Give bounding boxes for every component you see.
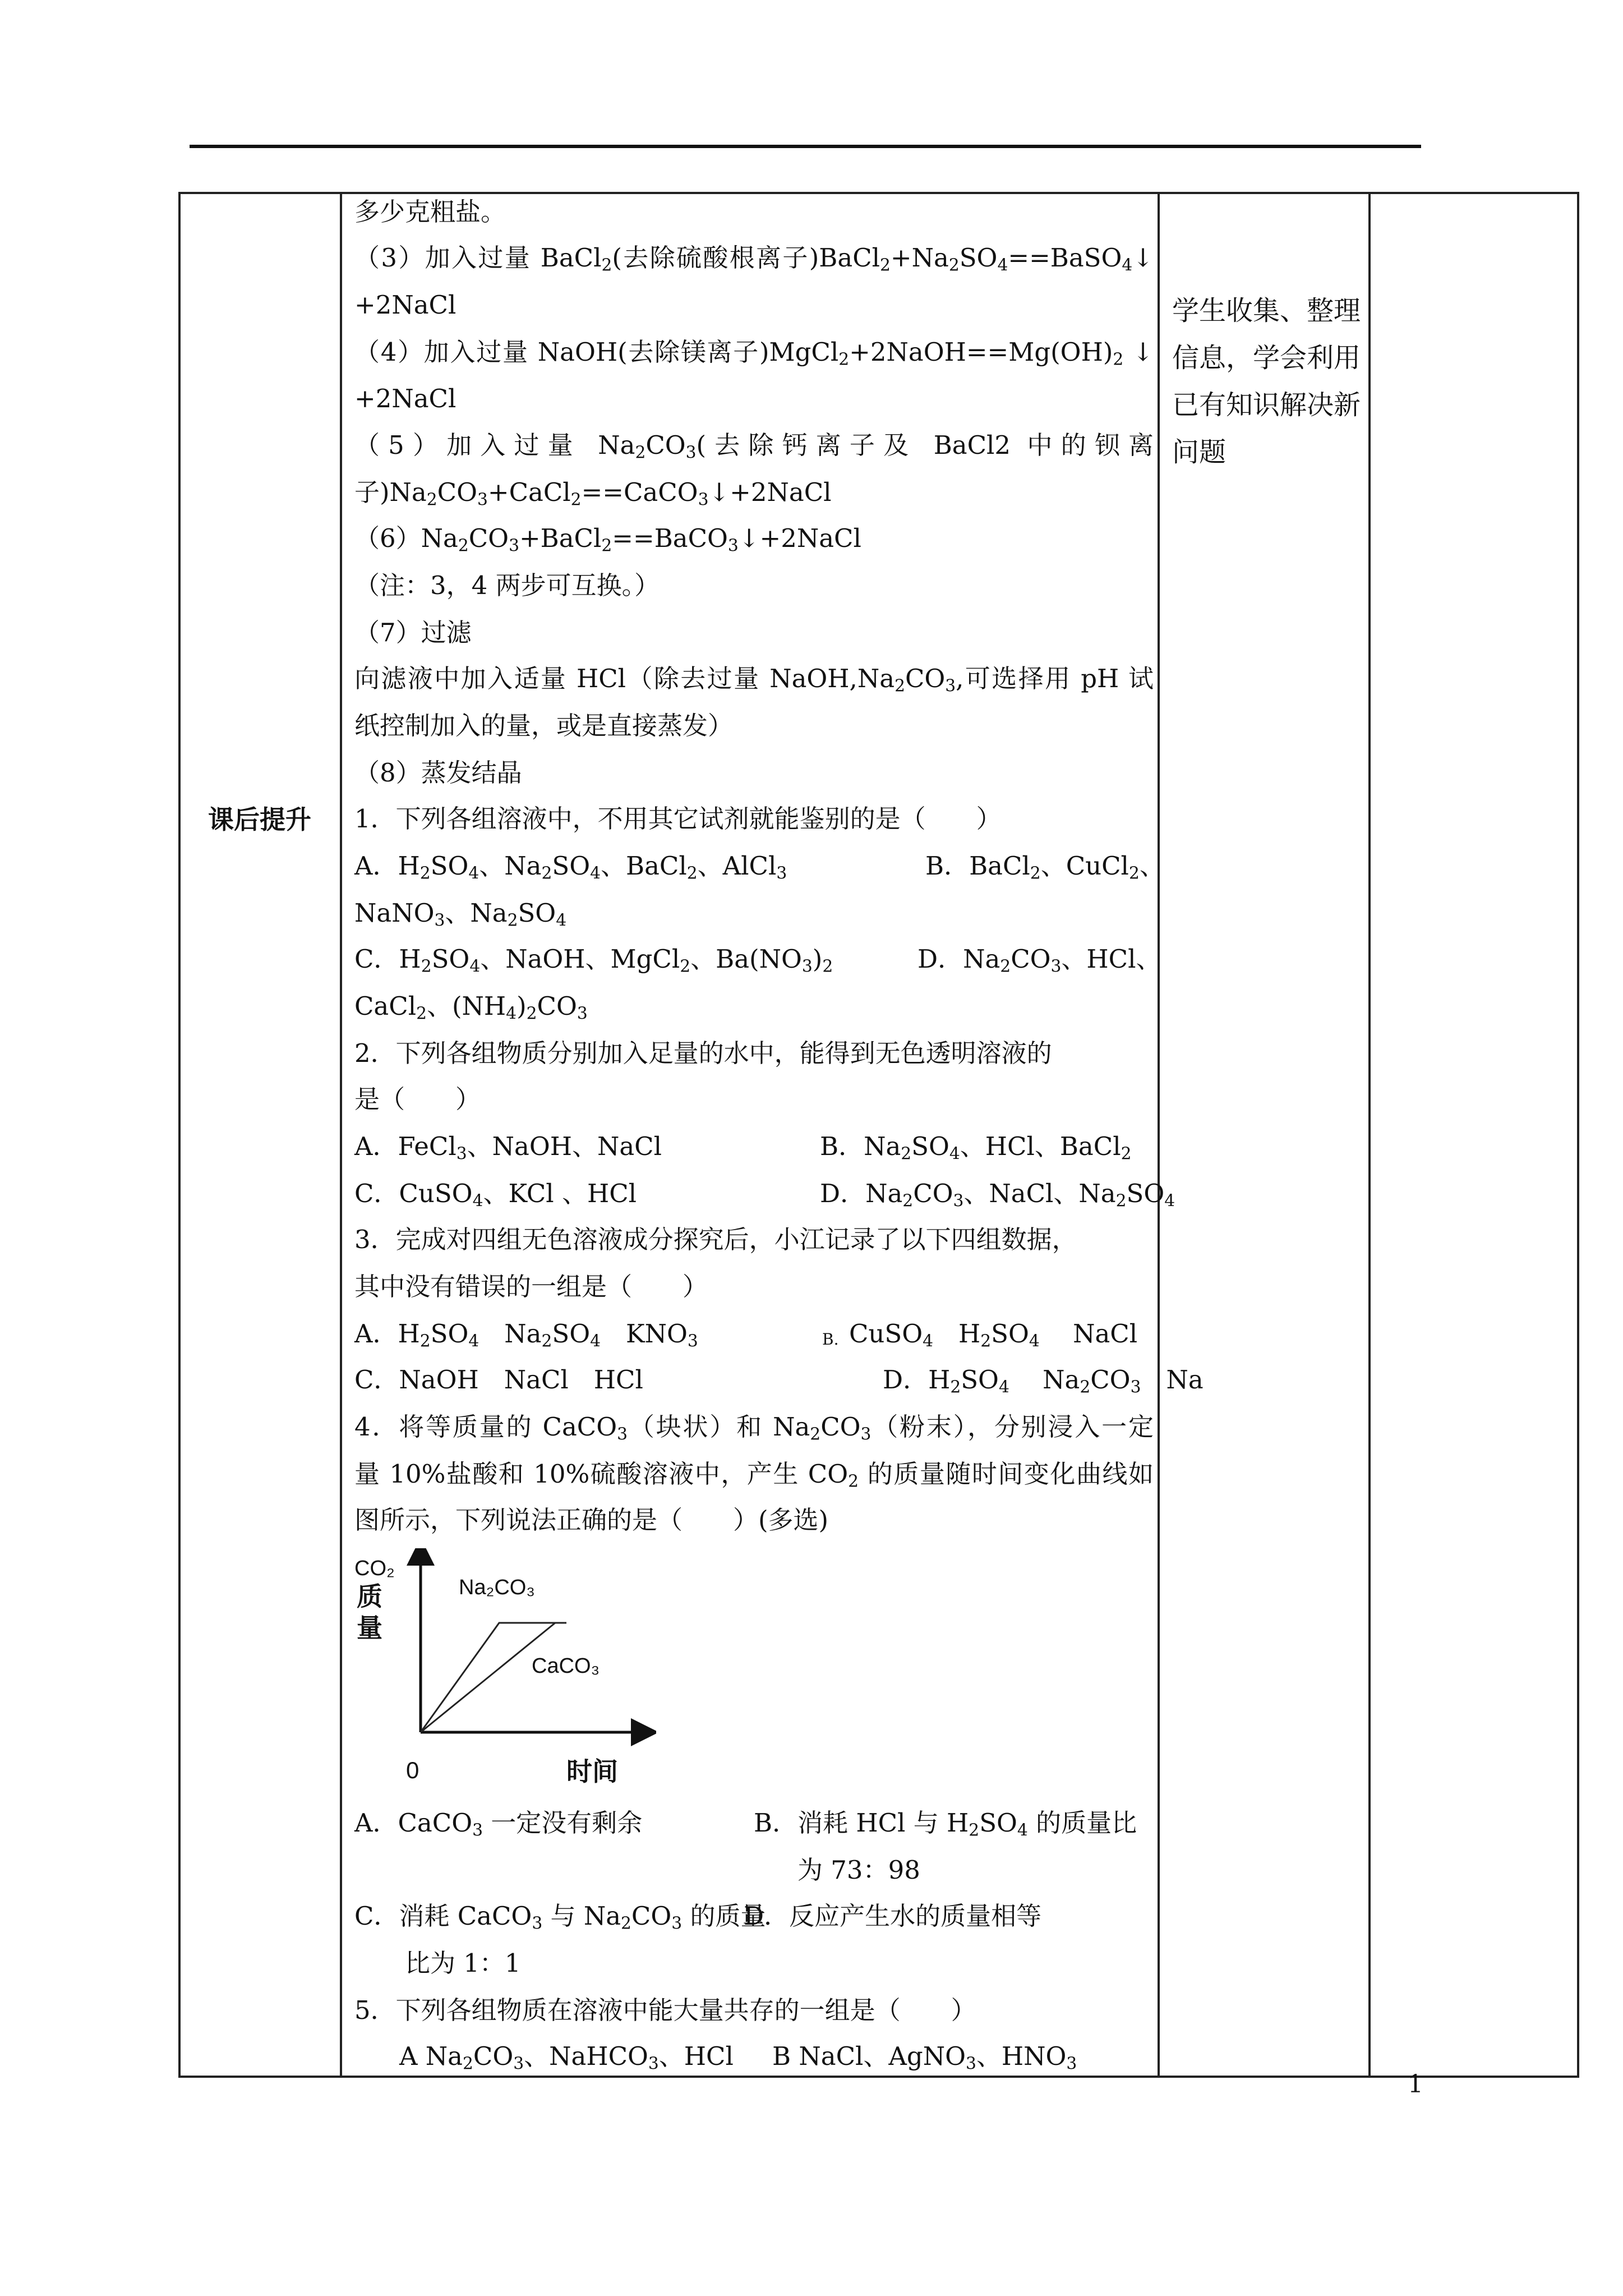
question-2-option-a: A．FeCl$_3$、NaOH、NaCl — [354, 1131, 662, 1164]
x-axis-label: 时间 — [566, 1756, 618, 1784]
row-label: 课后提升 — [208, 804, 311, 835]
step-line: （7）过滤 — [354, 618, 472, 647]
question-1-option-b-cont: NaNO$_3$、$Na_2SO_4$ — [354, 898, 567, 931]
question-3-option-b-letter: B. — [822, 1330, 839, 1349]
teaching-note: 学生收集、整理信息，学会利用已有知识解决新问题 — [1172, 295, 1361, 468]
step-line: +2NaCl — [354, 290, 457, 320]
question-3-option-c: C．NaOH NaCl HCl — [354, 1365, 643, 1395]
question-4-stem-cont: 图所示，下列说法正确的是（ ）(多选) — [354, 1505, 829, 1535]
step-line: （4）加入过量 NaOH(去除镁离子)$MgCl_2+2NaOH==Mg(OH)_2$ ↓ — [354, 337, 1154, 370]
question-1-option-a: A．$H_2SO_4$、$Na_2SO_4$、BaCl$_2$、AlCl$_3$ — [354, 851, 787, 884]
series-label-caco3: CaCO₃ — [532, 1654, 600, 1678]
question-2-option-d: D．$Na_2CO_3$、NaCl、$Na_2SO_4$ — [820, 1179, 1175, 1211]
co2-mass-time-figure — [353, 1548, 656, 1784]
question-1-option-c: C．$H_2SO_4$、NaOH、MgCl$_2$、$Ba(NO_3)_2$ — [354, 944, 833, 977]
step-line: 子)$Na_2CO_3+CaCl_2==CaCO_3↓+2NaCl$ — [354, 477, 832, 510]
question-4-option-b-cont: 为 73：98 — [797, 1855, 920, 1885]
step-line: 多少克粗盐。 — [354, 197, 506, 227]
question-3-stem-cont: 其中没有错误的一组是（ ） — [354, 1272, 708, 1301]
table-border-right — [1577, 192, 1579, 2078]
step-line: +2NaCl — [354, 384, 457, 413]
question-4-stem-cont: 量 10%盐酸和 10%硫酸溶液中，产生 $CO_2$ 的质量随时间变化曲线如 — [354, 1459, 1154, 1492]
step-line: （3）加入过量 BaCl$_2$(去除硫酸根离子)$BaCl_2+Na_2SO_4==BaSO_4↓$ — [354, 243, 1154, 275]
series-label-na2co3: Na₂CO₃ — [459, 1576, 535, 1599]
page-number: 1 — [1408, 2070, 1423, 2099]
question-2-stem-cont: 是（ ） — [354, 1084, 481, 1114]
question-5-stem: 5．下列各组物质在溶液中能大量共存的一组是（ ） — [354, 1995, 976, 2025]
y-axis-label: 量 — [357, 1613, 382, 1643]
question-4-option-a: A．CaCO$_3$ 一定没有剩余 — [354, 1808, 643, 1841]
question-4-option-c-cont: 比为 1：1 — [405, 1948, 521, 1978]
question-3-stem: 3．完成对四组无色溶液成分探究后，小江记录了以下四组数据， — [354, 1225, 1077, 1254]
question-3-option-d: D．$H_2SO_4$ $Na_2CO_3$ Na — [883, 1365, 1204, 1397]
step-line: （注：3，4 两步可互换。） — [354, 570, 660, 600]
question-4-option-c: C．消耗 CaCO$_3$ 与 $Na_2CO_3$ 的质量 — [354, 1901, 766, 1934]
table-column-divider — [340, 192, 342, 2078]
step-line: 纸控制加入的量，或是直接蒸发） — [354, 711, 734, 740]
question-3-option-b: CuSO$_4$ $H_2SO_4$ NaCl — [849, 1319, 1138, 1351]
question-4-stem: 4．将等质量的 CaCO$_3$（块状）和 $Na_2CO_3$（粉末），分别浸入一定 — [354, 1412, 1154, 1444]
y-axis-label-chem: CO₂ — [354, 1557, 395, 1580]
step-line: （5）加入过量 $Na_2CO_3$(去除钙离子及 BaCl2 中的钡离 — [354, 430, 1154, 463]
y-axis-label: 质 — [357, 1581, 382, 1612]
question-1-option-b: B．BaCl$_2$、CuCl$_2$、 — [925, 851, 1165, 884]
table-column-divider — [1158, 192, 1160, 2078]
question-4-option-b: B．消耗 HCl 与 $H_2SO_4$ 的质量比 — [754, 1808, 1137, 1841]
origin-label: 0 — [406, 1757, 419, 1783]
question-4-option-d: D．反应产生水的质量相等 — [744, 1901, 1042, 1931]
question-1-stem: 1．下列各组溶液中，不用其它试剂就能鉴别的是（ ） — [354, 804, 1002, 834]
step-line: 向滤液中加入适量 HCl（除去过量 $NaOH,Na_2CO_3$,可选择用 pH 试 — [354, 664, 1154, 696]
step-line: $(6)Na_2CO_3+BaCl_2==BaCO_3↓+2NaCl$ — [354, 523, 861, 556]
question-5-option-a: A $Na_2CO_3$、NaHCO$_3$、HCl — [399, 2041, 734, 2074]
question-5-option-b: B NaCl、AgNO$_3$、$HNO_3$ — [772, 2041, 1077, 2074]
header-rule — [190, 145, 1421, 148]
question-1-option-d-cont: CaCl$_2$、$(NH_4)_2CO_3$ — [354, 991, 588, 1024]
question-2-stem: 2．下列各组物质分别加入足量的水中，能得到无色透明溶液的 — [354, 1038, 1052, 1068]
question-2-option-c: C．CuSO$_4$、KCl 、HCl — [354, 1179, 637, 1211]
table-border-left — [178, 192, 181, 2078]
question-3-option-a: A．$H_2SO_4$ $Na_2SO_4$ $KNO_3$ — [354, 1319, 698, 1351]
question-1-option-d: D．$Na_2CO_3$、HCl、 — [917, 944, 1161, 977]
step-line: （8）蒸发结晶 — [354, 758, 522, 788]
question-2-option-b: B．$Na_2SO_4$、HCl、BaCl$_2$ — [820, 1131, 1132, 1164]
